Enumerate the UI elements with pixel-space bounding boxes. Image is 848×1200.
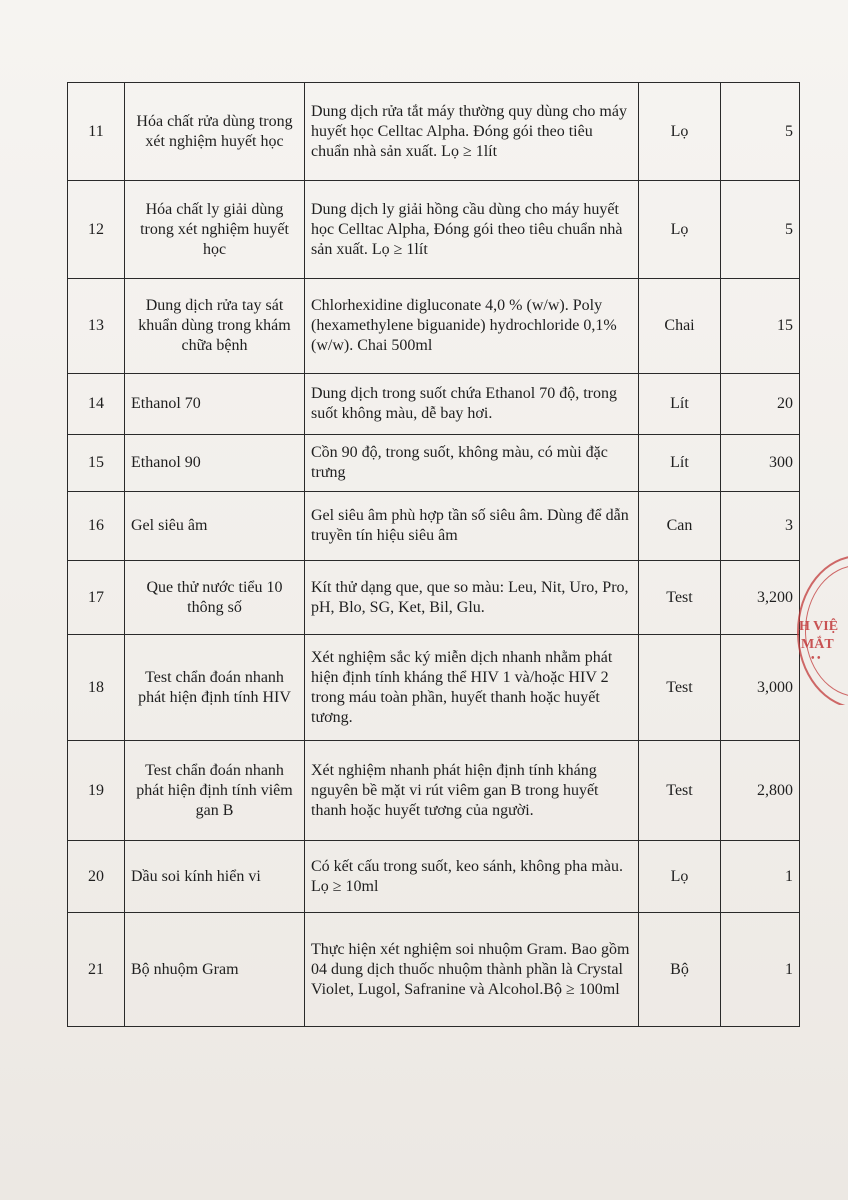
table-row	[68, 492, 800, 561]
item-quantity: 300	[721, 435, 800, 492]
item-unit: Chai	[639, 279, 721, 374]
item-unit: Lọ	[639, 841, 721, 913]
table-row	[68, 83, 800, 181]
item-unit: Lít	[639, 435, 721, 492]
item-name: Hóa chất ly giải dùng trong xét nghiệm huyết học	[125, 181, 305, 279]
row-number: 21	[68, 913, 125, 1027]
stamp-dots: • •	[811, 653, 821, 664]
item-specification: Dung dịch rửa tắt máy thường quy dùng cho máy huyết học Celltac Alpha. Đóng gói theo tiêu chuẩn nhà sản xuất. Lọ ≥ 1lít	[305, 83, 639, 181]
item-specification: Có kết cấu trong suốt, keo sánh, không pha màu. Lọ ≥ 10ml	[305, 841, 639, 913]
item-name: Test chẩn đoán nhanh phát hiện định tính viêm gan B	[125, 741, 305, 841]
item-name: Hóa chất rửa dùng trong xét nghiệm huyết học	[125, 83, 305, 181]
table-row	[68, 279, 800, 374]
item-specification: Dung dịch trong suốt chứa Ethanol 70 độ, trong suốt không màu, dễ bay hơi.	[305, 374, 639, 435]
item-name: Bộ nhuộm Gram	[125, 913, 305, 1027]
row-number: 14	[68, 374, 125, 435]
table-row	[68, 741, 800, 841]
item-unit: Lọ	[639, 83, 721, 181]
item-specification: Xét nghiệm nhanh phát hiện định tính kháng nguyên bề mặt vi rút viêm gan B trong huyết thanh hoặc huyết tương của người.	[305, 741, 639, 841]
table-row	[68, 435, 800, 492]
row-number: 13	[68, 279, 125, 374]
row-number: 15	[68, 435, 125, 492]
row-number: 17	[68, 561, 125, 635]
item-unit: Bộ	[639, 913, 721, 1027]
item-quantity: 2,800	[721, 741, 800, 841]
table-row	[68, 913, 800, 1027]
supplies-table	[67, 82, 800, 1027]
item-quantity: 3	[721, 492, 800, 561]
table-row	[68, 635, 800, 741]
table-row	[68, 181, 800, 279]
item-unit: Test	[639, 561, 721, 635]
row-number: 11	[68, 83, 125, 181]
item-specification: Dung dịch ly giải hồng cầu dùng cho máy huyết học Celltac Alpha, Đóng gói theo tiêu chuẩn nhà sản xuất. Lọ ≥ 1lít	[305, 181, 639, 279]
item-specification: Gel siêu âm phù hợp tần số siêu âm. Dùng để dẫn truyền tín hiệu siêu âm	[305, 492, 639, 561]
row-number: 16	[68, 492, 125, 561]
row-number: 19	[68, 741, 125, 841]
item-specification: Xét nghiệm sắc ký miễn dịch nhanh nhằm phát hiện định tính kháng thể HIV 1 và/hoặc HIV 2 trong máu toàn phần, huyết thanh hoặc huyết tương.	[305, 635, 639, 741]
item-unit: Test	[639, 635, 721, 741]
official-stamp	[797, 555, 848, 705]
item-quantity: 5	[721, 83, 800, 181]
table-row	[68, 841, 800, 913]
item-name: Dung dịch rửa tay sát khuẩn dùng trong khám chữa bệnh	[125, 279, 305, 374]
item-quantity: 3,000	[721, 635, 800, 741]
item-specification: Thực hiện xét nghiệm soi nhuộm Gram. Bao gồm 04 dung dịch thuốc nhuộm thành phần là Crystal Violet, Lugol, Safranine và Alcohol.Bộ ≥ 100ml	[305, 913, 639, 1027]
item-unit: Can	[639, 492, 721, 561]
item-specification: Chlorhexidine digluconate 4,0 % (w/w). Poly (hexamethylene biguanide) hydrochloride 0,1% (w/w). Chai 500ml	[305, 279, 639, 374]
item-quantity: 1	[721, 841, 800, 913]
stamp-text-line2: MẮT	[801, 637, 834, 652]
item-name: Ethanol 70	[125, 374, 305, 435]
item-specification: Kít thử dạng que, que so màu: Leu, Nit, Uro, Pro, pH, Blo, SG, Ket, Bil, Glu.	[305, 561, 639, 635]
row-number: 18	[68, 635, 125, 741]
item-name: Dầu soi kính hiển vi	[125, 841, 305, 913]
item-quantity: 5	[721, 181, 800, 279]
item-name: Gel siêu âm	[125, 492, 305, 561]
item-quantity: 3,200	[721, 561, 800, 635]
item-quantity: 20	[721, 374, 800, 435]
item-quantity: 15	[721, 279, 800, 374]
item-name: Que thử nước tiểu 10 thông số	[125, 561, 305, 635]
item-specification: Cồn 90 độ, trong suốt, không màu, có mùi đặc trưng	[305, 435, 639, 492]
row-number: 20	[68, 841, 125, 913]
item-quantity: 1	[721, 913, 800, 1027]
table-row	[68, 561, 800, 635]
row-number: 12	[68, 181, 125, 279]
stamp-text-line1: H VIỆ	[799, 619, 839, 634]
item-name: Test chẩn đoán nhanh phát hiện định tính HIV	[125, 635, 305, 741]
item-unit: Lọ	[639, 181, 721, 279]
item-unit: Test	[639, 741, 721, 841]
table-row	[68, 374, 800, 435]
item-unit: Lít	[639, 374, 721, 435]
item-name: Ethanol 90	[125, 435, 305, 492]
